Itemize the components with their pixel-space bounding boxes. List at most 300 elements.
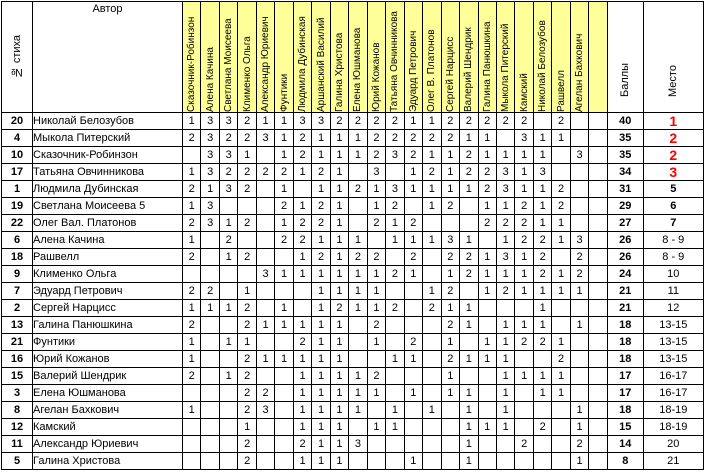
vote-cell[interactable]: 3 <box>386 147 404 164</box>
vote-cell[interactable]: 1 <box>496 266 514 283</box>
vote-cell[interactable] <box>201 402 219 419</box>
score-cell[interactable]: 29 <box>607 198 643 215</box>
vote-cell[interactable]: 1 <box>496 317 514 334</box>
voter-column-header[interactable] <box>515 2 533 113</box>
vote-cell[interactable]: 1 <box>330 334 348 351</box>
vote-cell[interactable] <box>201 385 219 402</box>
vote-cell[interactable]: 3 <box>496 164 514 181</box>
vote-cell[interactable]: 2 <box>293 215 311 232</box>
vote-cell[interactable]: 1 <box>552 334 570 351</box>
vote-cell[interactable]: 2 <box>460 113 478 130</box>
vote-cell[interactable]: 3 <box>201 130 219 147</box>
poem-number-cell[interactable]: 21 <box>2 334 33 351</box>
vote-cell[interactable]: 1 <box>515 283 533 300</box>
vote-cell[interactable] <box>256 368 274 385</box>
vote-cell[interactable]: 2 <box>515 215 533 232</box>
vote-cell[interactable] <box>238 266 256 283</box>
vote-cell[interactable] <box>386 436 404 453</box>
vote-cell[interactable] <box>349 198 367 215</box>
vote-cell[interactable]: 2 <box>367 249 385 266</box>
vote-cell[interactable] <box>589 130 607 147</box>
vote-cell[interactable] <box>219 317 237 334</box>
vote-cell[interactable] <box>570 368 588 385</box>
vote-cell[interactable]: 2 <box>496 215 514 232</box>
vote-cell[interactable]: 2 <box>349 113 367 130</box>
vote-cell[interactable] <box>404 300 422 317</box>
vote-cell[interactable] <box>423 317 441 334</box>
vote-cell[interactable]: 2 <box>219 164 237 181</box>
vote-cell[interactable] <box>275 436 293 453</box>
vote-cell[interactable] <box>256 198 274 215</box>
vote-cell[interactable]: 2 <box>183 130 201 147</box>
author-cell[interactable]: Эдуард Петрович <box>33 283 183 300</box>
vote-cell[interactable] <box>404 368 422 385</box>
vote-cell[interactable]: 1 <box>330 351 348 368</box>
vote-cell[interactable]: 1 <box>515 164 533 181</box>
voter-column-header[interactable] <box>460 2 478 113</box>
vote-cell[interactable]: 1 <box>460 300 478 317</box>
vote-cell[interactable] <box>460 283 478 300</box>
author-cell[interactable]: Александр Юриевич <box>33 436 183 453</box>
vote-cell[interactable] <box>404 283 422 300</box>
vote-cell[interactable]: 1 <box>496 419 514 436</box>
vote-cell[interactable] <box>441 453 459 470</box>
vote-cell[interactable]: 2 <box>238 215 256 232</box>
vote-cell[interactable]: 2 <box>404 249 422 266</box>
vote-cell[interactable] <box>589 385 607 402</box>
vote-cell[interactable]: 1 <box>330 436 348 453</box>
vote-cell[interactable]: 1 <box>349 385 367 402</box>
vote-cell[interactable]: 2 <box>183 368 201 385</box>
vote-cell[interactable]: 1 <box>330 181 348 198</box>
vote-cell[interactable]: 2 <box>386 266 404 283</box>
vote-cell[interactable]: 1 <box>386 232 404 249</box>
voter-column-header[interactable] <box>441 2 459 113</box>
vote-cell[interactable]: 1 <box>515 368 533 385</box>
vote-cell[interactable]: 2 <box>570 436 588 453</box>
score-cell[interactable]: 21 <box>607 283 643 300</box>
vote-cell[interactable] <box>589 198 607 215</box>
vote-cell[interactable] <box>349 164 367 181</box>
score-cell[interactable]: 17 <box>607 385 643 402</box>
vote-cell[interactable] <box>552 300 570 317</box>
vote-cell[interactable]: 1 <box>238 334 256 351</box>
vote-cell[interactable] <box>256 215 274 232</box>
vote-cell[interactable] <box>386 453 404 470</box>
place-cell[interactable]: 8 - 9 <box>643 232 703 249</box>
author-cell[interactable]: Рашвелл <box>33 249 183 266</box>
poem-number-cell[interactable]: 20 <box>2 113 33 130</box>
vote-cell[interactable]: 2 <box>367 113 385 130</box>
vote-cell[interactable] <box>201 249 219 266</box>
vote-cell[interactable] <box>589 266 607 283</box>
vote-cell[interactable] <box>533 436 551 453</box>
score-cell[interactable]: 18 <box>607 317 643 334</box>
vote-cell[interactable]: 2 <box>238 113 256 130</box>
vote-cell[interactable]: 2 <box>570 266 588 283</box>
voter-column-header[interactable] <box>423 2 441 113</box>
vote-cell[interactable]: 1 <box>460 453 478 470</box>
voter-column-header[interactable] <box>552 2 570 113</box>
voter-column-header[interactable] <box>293 2 311 113</box>
vote-cell[interactable] <box>349 334 367 351</box>
vote-cell[interactable] <box>386 283 404 300</box>
vote-cell[interactable] <box>423 368 441 385</box>
score-cell[interactable]: 26 <box>607 249 643 266</box>
vote-cell[interactable]: 2 <box>441 249 459 266</box>
vote-cell[interactable]: 2 <box>552 198 570 215</box>
vote-cell[interactable] <box>349 215 367 232</box>
vote-cell[interactable]: 1 <box>533 181 551 198</box>
vote-cell[interactable]: 1 <box>183 351 201 368</box>
vote-cell[interactable]: 2 <box>552 113 570 130</box>
vote-cell[interactable] <box>552 147 570 164</box>
vote-cell[interactable]: 1 <box>275 147 293 164</box>
vote-cell[interactable] <box>589 368 607 385</box>
vote-cell[interactable]: 1 <box>478 351 496 368</box>
vote-cell[interactable]: 1 <box>386 215 404 232</box>
vote-cell[interactable] <box>552 317 570 334</box>
vote-cell[interactable]: 1 <box>533 283 551 300</box>
poem-number-cell[interactable]: 9 <box>2 266 33 283</box>
vote-cell[interactable] <box>478 300 496 317</box>
vote-cell[interactable] <box>256 249 274 266</box>
poem-number-cell[interactable]: 7 <box>2 283 33 300</box>
vote-cell[interactable]: 2 <box>441 113 459 130</box>
vote-cell[interactable] <box>293 283 311 300</box>
vote-cell[interactable]: 3 <box>533 164 551 181</box>
vote-cell[interactable]: 2 <box>312 249 330 266</box>
vote-cell[interactable] <box>496 453 514 470</box>
vote-cell[interactable]: 2 <box>367 147 385 164</box>
vote-cell[interactable]: 3 <box>201 113 219 130</box>
vote-cell[interactable]: 1 <box>275 351 293 368</box>
place-cell[interactable]: 10 <box>643 266 703 283</box>
vote-cell[interactable] <box>219 402 237 419</box>
vote-cell[interactable] <box>256 181 274 198</box>
vote-cell[interactable] <box>533 402 551 419</box>
place-cell[interactable]: 2 <box>643 147 703 164</box>
vote-cell[interactable]: 1 <box>330 164 348 181</box>
vote-cell[interactable]: 2 <box>183 215 201 232</box>
voter-column-header[interactable] <box>275 2 293 113</box>
vote-cell[interactable] <box>367 232 385 249</box>
vote-cell[interactable]: 1 <box>515 181 533 198</box>
vote-cell[interactable]: 1 <box>256 351 274 368</box>
vote-cell[interactable] <box>589 317 607 334</box>
vote-cell[interactable] <box>275 385 293 402</box>
vote-cell[interactable]: 3 <box>219 181 237 198</box>
vote-cell[interactable] <box>570 385 588 402</box>
vote-cell[interactable]: 1 <box>515 249 533 266</box>
vote-cell[interactable] <box>533 453 551 470</box>
vote-cell[interactable] <box>423 215 441 232</box>
vote-cell[interactable]: 2 <box>496 283 514 300</box>
vote-cell[interactable]: 1 <box>330 130 348 147</box>
vote-cell[interactable]: 1 <box>404 113 422 130</box>
place-cell[interactable]: 8 - 9 <box>643 249 703 266</box>
vote-cell[interactable]: 1 <box>219 249 237 266</box>
vote-cell[interactable]: 1 <box>330 266 348 283</box>
author-cell[interactable]: Олег Вал. Платонов <box>33 215 183 232</box>
vote-cell[interactable]: 1 <box>386 402 404 419</box>
voter-column-header[interactable] <box>238 2 256 113</box>
vote-cell[interactable]: 1 <box>293 419 311 436</box>
vote-cell[interactable] <box>201 232 219 249</box>
vote-cell[interactable]: 1 <box>349 266 367 283</box>
vote-cell[interactable]: 2 <box>423 130 441 147</box>
vote-cell[interactable]: 1 <box>441 334 459 351</box>
vote-cell[interactable]: 2 <box>219 130 237 147</box>
vote-cell[interactable] <box>349 317 367 334</box>
vote-cell[interactable]: 2 <box>533 232 551 249</box>
vote-cell[interactable]: 1 <box>533 317 551 334</box>
vote-cell[interactable]: 1 <box>460 181 478 198</box>
vote-cell[interactable] <box>256 419 274 436</box>
vote-cell[interactable] <box>404 402 422 419</box>
vote-cell[interactable] <box>238 198 256 215</box>
vote-cell[interactable]: 1 <box>533 215 551 232</box>
vote-cell[interactable]: 1 <box>533 385 551 402</box>
vote-cell[interactable] <box>423 249 441 266</box>
voter-column-header[interactable] <box>386 2 404 113</box>
poem-number-cell[interactable]: 22 <box>2 215 33 232</box>
vote-cell[interactable]: 3 <box>201 147 219 164</box>
vote-cell[interactable]: 1 <box>183 113 201 130</box>
vote-cell[interactable]: 1 <box>330 368 348 385</box>
vote-cell[interactable] <box>423 436 441 453</box>
vote-cell[interactable]: 1 <box>293 453 311 470</box>
vote-cell[interactable]: 1 <box>570 283 588 300</box>
vote-cell[interactable]: 1 <box>349 283 367 300</box>
vote-cell[interactable] <box>589 334 607 351</box>
score-cell[interactable]: 31 <box>607 181 643 198</box>
vote-cell[interactable] <box>183 147 201 164</box>
vote-cell[interactable]: 1 <box>293 351 311 368</box>
voter-column-header[interactable] <box>183 2 201 113</box>
vote-cell[interactable]: 1 <box>515 147 533 164</box>
vote-cell[interactable]: 1 <box>183 198 201 215</box>
vote-cell[interactable]: 2 <box>238 436 256 453</box>
vote-cell[interactable]: 1 <box>367 198 385 215</box>
vote-cell[interactable] <box>349 419 367 436</box>
num-column-header[interactable] <box>2 2 33 113</box>
vote-cell[interactable] <box>367 402 385 419</box>
poem-number-cell[interactable]: 11 <box>2 436 33 453</box>
vote-cell[interactable] <box>589 300 607 317</box>
vote-cell[interactable] <box>589 215 607 232</box>
vote-cell[interactable] <box>589 249 607 266</box>
vote-cell[interactable]: 2 <box>423 300 441 317</box>
vote-cell[interactable] <box>201 351 219 368</box>
vote-cell[interactable]: 1 <box>552 266 570 283</box>
vote-cell[interactable] <box>386 249 404 266</box>
vote-cell[interactable]: 1 <box>496 351 514 368</box>
vote-cell[interactable]: 1 <box>478 198 496 215</box>
vote-cell[interactable] <box>589 351 607 368</box>
vote-cell[interactable]: 2 <box>238 402 256 419</box>
vote-cell[interactable]: 1 <box>460 436 478 453</box>
vote-cell[interactable]: 2 <box>238 181 256 198</box>
vote-cell[interactable]: 2 <box>275 198 293 215</box>
poem-number-cell[interactable]: 13 <box>2 317 33 334</box>
vote-cell[interactable]: 1 <box>423 402 441 419</box>
voter-column-header[interactable] <box>201 2 219 113</box>
vote-cell[interactable]: 1 <box>183 232 201 249</box>
vote-cell[interactable]: 1 <box>404 232 422 249</box>
score-cell[interactable]: 17 <box>607 368 643 385</box>
vote-cell[interactable]: 2 <box>183 249 201 266</box>
vote-cell[interactable]: 3 <box>570 147 588 164</box>
vote-cell[interactable]: 2 <box>478 215 496 232</box>
voter-column-header[interactable] <box>256 2 274 113</box>
vote-cell[interactable] <box>460 198 478 215</box>
vote-cell[interactable]: 2 <box>238 164 256 181</box>
vote-cell[interactable]: 1 <box>441 368 459 385</box>
vote-cell[interactable]: 3 <box>570 232 588 249</box>
vote-cell[interactable] <box>256 147 274 164</box>
vote-cell[interactable]: 1 <box>219 300 237 317</box>
vote-cell[interactable]: 2 <box>552 351 570 368</box>
vote-cell[interactable]: 2 <box>238 249 256 266</box>
vote-cell[interactable]: 2 <box>256 164 274 181</box>
vote-cell[interactable]: 2 <box>460 147 478 164</box>
vote-cell[interactable]: 2 <box>386 130 404 147</box>
vote-cell[interactable]: 1 <box>293 266 311 283</box>
vote-cell[interactable]: 1 <box>293 368 311 385</box>
vote-cell[interactable] <box>589 419 607 436</box>
vote-cell[interactable]: 1 <box>293 249 311 266</box>
vote-cell[interactable]: 1 <box>478 283 496 300</box>
vote-cell[interactable]: 2 <box>441 317 459 334</box>
vote-cell[interactable] <box>570 130 588 147</box>
vote-cell[interactable]: 3 <box>256 266 274 283</box>
vote-cell[interactable] <box>256 300 274 317</box>
vote-cell[interactable] <box>238 232 256 249</box>
vote-cell[interactable]: 1 <box>552 232 570 249</box>
vote-cell[interactable]: 2 <box>478 113 496 130</box>
poem-number-cell[interactable]: 17 <box>2 164 33 181</box>
vote-cell[interactable]: 3 <box>367 164 385 181</box>
vote-cell[interactable] <box>552 436 570 453</box>
vote-cell[interactable]: 2 <box>478 181 496 198</box>
vote-cell[interactable]: 1 <box>312 147 330 164</box>
place-cell[interactable]: 13-15 <box>643 334 703 351</box>
vote-cell[interactable]: 1 <box>496 147 514 164</box>
vote-cell[interactable]: 2 <box>238 130 256 147</box>
vote-cell[interactable]: 1 <box>478 419 496 436</box>
vote-cell[interactable]: 2 <box>404 147 422 164</box>
vote-cell[interactable]: 1 <box>496 198 514 215</box>
vote-cell[interactable]: 3 <box>386 181 404 198</box>
vote-cell[interactable] <box>201 317 219 334</box>
vote-cell[interactable] <box>552 453 570 470</box>
vote-cell[interactable]: 1 <box>349 368 367 385</box>
vote-cell[interactable]: 1 <box>312 334 330 351</box>
vote-cell[interactable]: 2 <box>312 215 330 232</box>
vote-cell[interactable]: 2 <box>533 334 551 351</box>
vote-cell[interactable]: 2 <box>367 368 385 385</box>
vote-cell[interactable]: 1 <box>404 266 422 283</box>
vote-cell[interactable] <box>201 266 219 283</box>
vote-cell[interactable]: 1 <box>441 300 459 317</box>
author-cell[interactable]: Галина Панюшкина <box>33 317 183 334</box>
vote-cell[interactable]: 2 <box>275 232 293 249</box>
vote-cell[interactable]: 3 <box>441 232 459 249</box>
vote-cell[interactable]: 1 <box>219 215 237 232</box>
vote-cell[interactable]: 2 <box>219 232 237 249</box>
vote-cell[interactable] <box>478 232 496 249</box>
vote-cell[interactable]: 1 <box>404 164 422 181</box>
vote-cell[interactable] <box>201 368 219 385</box>
vote-cell[interactable]: 1 <box>219 334 237 351</box>
vote-cell[interactable]: 1 <box>367 266 385 283</box>
score-cell[interactable]: 27 <box>607 215 643 232</box>
score-cell[interactable]: 18 <box>607 402 643 419</box>
vote-cell[interactable]: 2 <box>515 113 533 130</box>
vote-cell[interactable]: 1 <box>496 368 514 385</box>
poem-number-cell[interactable]: 8 <box>2 402 33 419</box>
vote-cell[interactable]: 1 <box>183 334 201 351</box>
vote-cell[interactable] <box>423 334 441 351</box>
author-cell[interactable]: Валерий Шендрик <box>33 368 183 385</box>
vote-cell[interactable] <box>219 436 237 453</box>
vote-cell[interactable] <box>441 436 459 453</box>
vote-cell[interactable]: 2 <box>349 181 367 198</box>
vote-cell[interactable]: 1 <box>552 385 570 402</box>
vote-cell[interactable]: 1 <box>219 368 237 385</box>
vote-cell[interactable] <box>570 334 588 351</box>
vote-cell[interactable]: 2 <box>201 283 219 300</box>
vote-cell[interactable]: 3 <box>256 130 274 147</box>
vote-cell[interactable] <box>533 351 551 368</box>
vote-cell[interactable]: 2 <box>460 249 478 266</box>
vote-cell[interactable] <box>404 317 422 334</box>
vote-cell[interactable] <box>367 351 385 368</box>
author-cell[interactable]: Клименко Ольга <box>33 266 183 283</box>
vote-cell[interactable] <box>275 368 293 385</box>
vote-cell[interactable] <box>570 198 588 215</box>
vote-cell[interactable] <box>423 351 441 368</box>
place-cell[interactable]: 13-15 <box>643 317 703 334</box>
vote-cell[interactable]: 1 <box>312 368 330 385</box>
vote-cell[interactable]: 1 <box>423 283 441 300</box>
vote-cell[interactable] <box>589 164 607 181</box>
vote-cell[interactable]: 1 <box>478 249 496 266</box>
vote-cell[interactable]: 1 <box>293 385 311 402</box>
voter-column-header[interactable] <box>533 2 551 113</box>
vote-cell[interactable]: 1 <box>312 266 330 283</box>
vote-cell[interactable] <box>404 436 422 453</box>
vote-cell[interactable] <box>552 419 570 436</box>
voter-column-header[interactable] <box>367 2 385 113</box>
voter-column-header[interactable] <box>496 2 514 113</box>
vote-cell[interactable]: 1 <box>367 334 385 351</box>
vote-cell[interactable] <box>219 351 237 368</box>
poem-number-cell[interactable]: 2 <box>2 300 33 317</box>
vote-cell[interactable]: 1 <box>312 351 330 368</box>
vote-cell[interactable]: 2 <box>293 436 311 453</box>
poem-number-cell[interactable]: 16 <box>2 351 33 368</box>
vote-cell[interactable] <box>552 402 570 419</box>
vote-cell[interactable]: 1 <box>441 266 459 283</box>
vote-cell[interactable]: 1 <box>293 402 311 419</box>
vote-cell[interactable]: 2 <box>460 164 478 181</box>
vote-cell[interactable]: 1 <box>367 181 385 198</box>
vote-cell[interactable]: 2 <box>386 198 404 215</box>
vote-cell[interactable] <box>478 436 496 453</box>
poem-number-cell[interactable]: 4 <box>2 130 33 147</box>
